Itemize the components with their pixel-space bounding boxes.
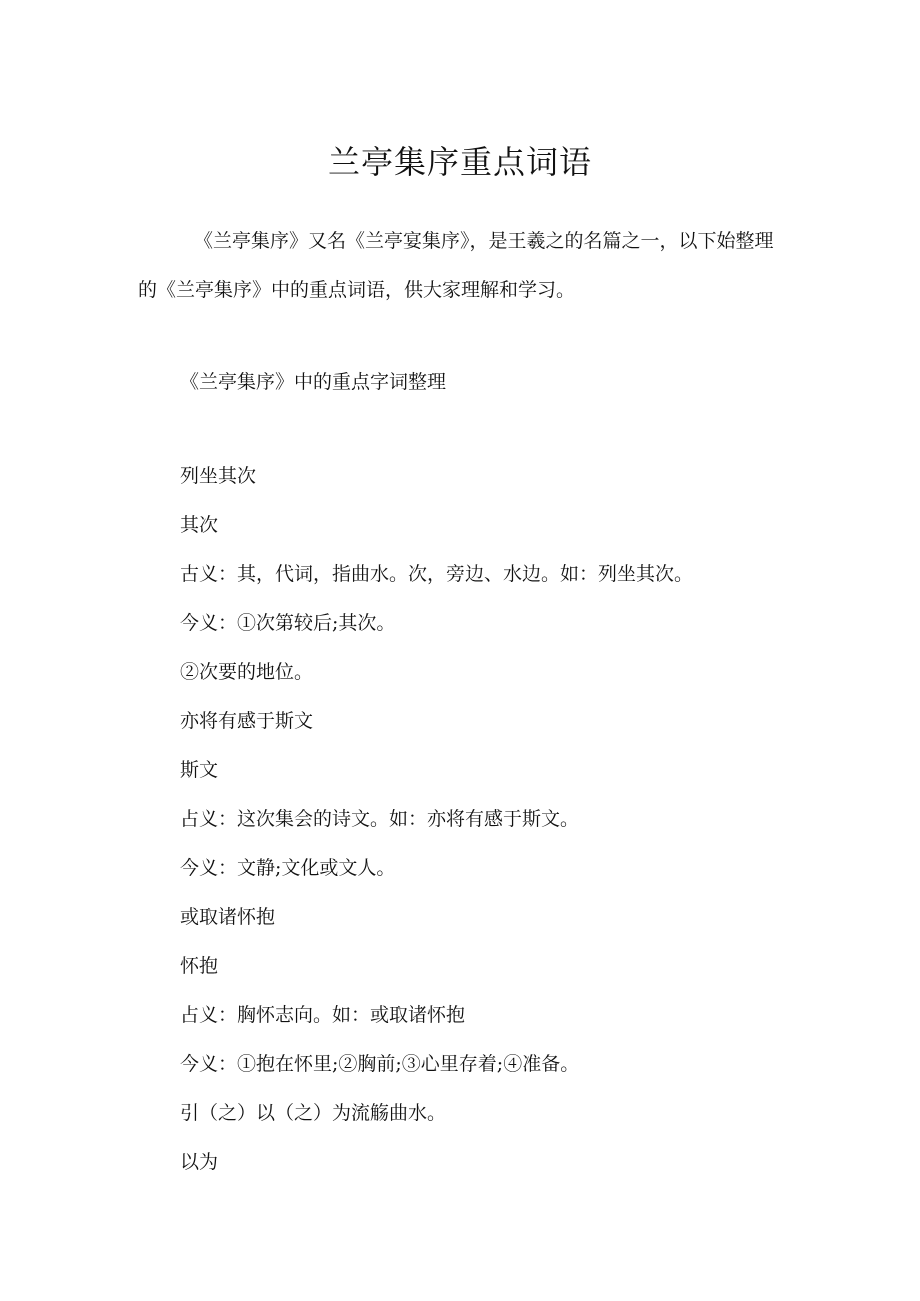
list-item: 列坐其次	[180, 465, 257, 487]
list-item: 占义：胸怀志向。如：或取诸怀抱	[180, 1004, 466, 1026]
list-item: 亦将有感于斯文	[180, 710, 314, 732]
list-item: 或取诸怀抱	[180, 906, 276, 928]
list-item: 今义：①抱在怀里;②胸前;③心里存着;④准备。	[180, 1053, 580, 1075]
page-title: 兰亭集序重点词语	[327, 143, 592, 181]
list-item: 今义：①次第较后;其次。	[180, 612, 396, 634]
list-item: 引（之）以（之）为流觞曲水。	[180, 1102, 447, 1124]
list-item: 其次	[180, 514, 219, 536]
list-item: 古义：其，代词，指曲水。次，旁边、水边。如：列坐其次。	[180, 563, 694, 585]
section-heading: 《兰亭集序》中的重点字词整理	[180, 371, 447, 393]
list-item: ②次要的地位。	[180, 661, 314, 683]
list-item: 以为	[180, 1151, 219, 1173]
intro-paragraph: 《兰亭集序》又名《兰亭宴集序》，是王羲之的名篇之一，以下始整理的《兰亭集序》中的重点词语，供大家理解和学习。	[138, 230, 774, 301]
list-item: 占义：这次集会的诗文。如：亦将有感于斯文。	[180, 808, 580, 830]
vocabulary-list	[180, 458, 800, 1193]
list-item: 怀抱	[180, 955, 219, 977]
list-item: 今义：文静;文化或文人。	[180, 857, 396, 879]
list-item: 斯文	[180, 759, 219, 781]
